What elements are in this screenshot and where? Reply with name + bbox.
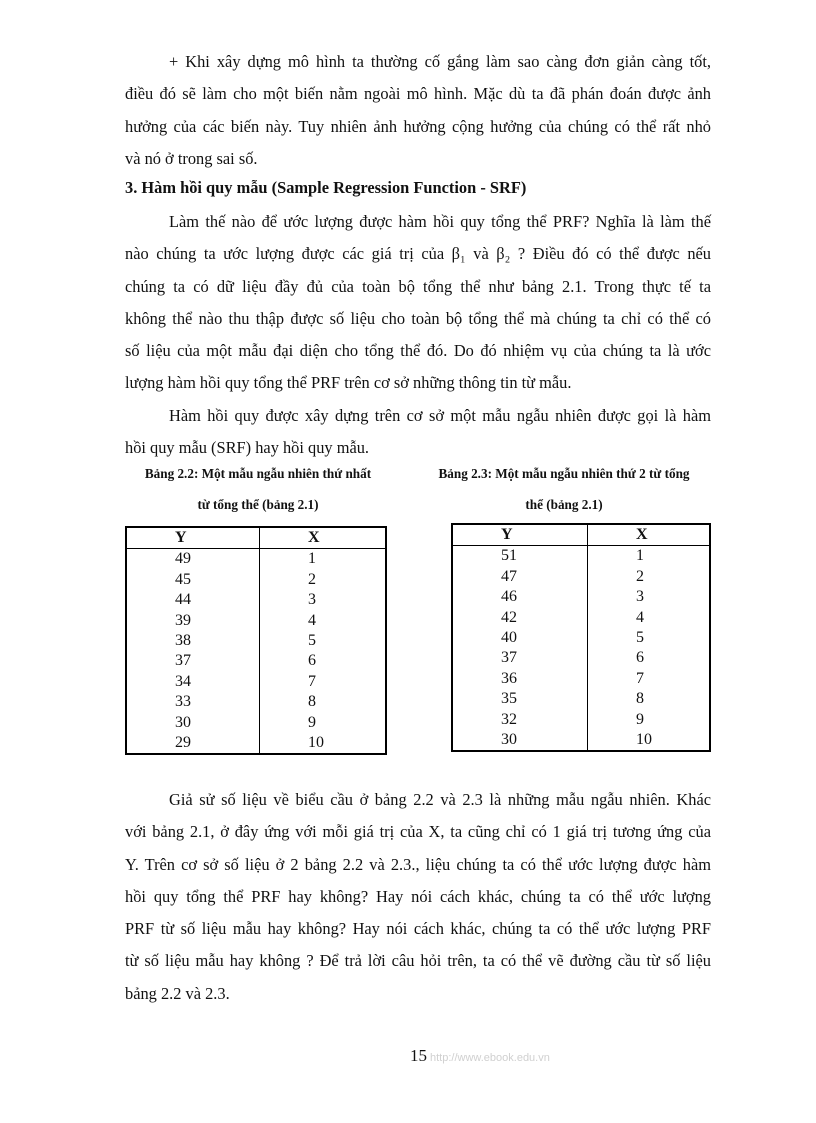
table-row (452, 608, 710, 628)
table-row (126, 733, 386, 754)
cell-y: 37 (126, 651, 260, 671)
section-heading: 3. Hàm hồi quy mẫu (Sample Regression Function - SRF) (125, 178, 527, 197)
table-row (452, 710, 710, 730)
text-line: hồi quy mẫu (SRF) hay hồi quy mẫu. (125, 438, 370, 458)
text-line: PRF từ số liệu mẫu hay không? Hay nói cách khác, chúng ta có thể ước lượng PRF (125, 919, 711, 939)
column-header-y: Y (452, 524, 588, 546)
text-line: bảng 2.2 và 2.3. (125, 983, 230, 1003)
text-line: số liệu của một mẫu đại diện cho tổng thể đó. Do đó nhiệm vụ của chúng ta là ước (125, 341, 711, 361)
caption-line: Bảng 2.2: Một mẫu ngẫu nhiên thứ nhất (144, 466, 372, 481)
cell-x: 7 (636, 669, 644, 687)
table-row (126, 631, 386, 651)
text-line: Giả sử số liệu về biểu cầu ở bảng 2.2 và 2.3 là những mẫu ngẫu nhiên. Khác (169, 790, 711, 809)
cell-y: 44 (126, 590, 260, 610)
table-row (452, 669, 710, 689)
table-row (452, 730, 710, 751)
cell-x: 4 (308, 611, 316, 629)
cell-y: 42 (452, 608, 588, 628)
table-row (126, 570, 386, 590)
cell-y: 39 (126, 611, 260, 631)
cell-x: 8 (308, 693, 316, 711)
cell-x: 2 (636, 567, 644, 585)
text-line: từ số liệu mẫu hay không ? Để trả lời câu hỏi trên, ta có thể vẽ đường cầu từ số liệu (125, 951, 711, 971)
cell-y: 34 (126, 672, 260, 692)
table-row (452, 587, 710, 607)
column-header-x: X (260, 527, 387, 549)
cell-x: 7 (308, 672, 316, 690)
caption-line: Bảng 2.3: Một mẫu ngẫu nhiên thứ 2 từ tổng (438, 466, 690, 481)
text-line: chúng ta có dữ liệu đầy đủ của toàn bộ tổng thể như bảng 2.1. Trong thực tế ta (125, 276, 711, 296)
column-header-y: Y (126, 527, 260, 549)
table-row (126, 590, 386, 610)
caption-line: thể (bảng 2.1) (525, 497, 603, 512)
table-body (452, 546, 710, 752)
cell-x: 4 (636, 608, 644, 626)
table-row (452, 567, 710, 587)
cell-y: 38 (126, 631, 260, 651)
table-body (126, 549, 386, 755)
table-header-row (126, 527, 386, 549)
footer-url: http://www.ebook.edu.vn (430, 1052, 550, 1064)
text-line: hưởng của các biến này. Tuy nhiên ảnh hưởng cộng hưởng của chúng có thể rất nhỏ (125, 116, 711, 136)
table-row (452, 689, 710, 709)
cell-y: 49 (126, 549, 260, 570)
caption-line: từ tổng thể (bảng 2.1) (197, 497, 319, 512)
cell-x: 1 (636, 547, 644, 565)
cell-x: 9 (308, 713, 316, 731)
text-line: Hàm hồi quy được xây dựng trên cơ sở một mẫu ngẫu nhiên được gọi là hàm (169, 406, 711, 425)
cell-x: 8 (636, 690, 644, 708)
table-caption-2-2 (118, 458, 398, 520)
paragraph-srf-definition (125, 400, 711, 465)
cell-y: 33 (126, 692, 260, 712)
table-row (126, 549, 386, 570)
cell-y: 47 (452, 567, 588, 587)
cell-y: 51 (452, 546, 588, 567)
text-line: lượng hàm hồi quy tổng thể PRF trên cơ sở những thông tin từ mẫu. (125, 373, 572, 393)
text-line: hồi quy tổng thể PRF hay không? Hay nói cách khác, chúng ta có thể ước lượng (125, 886, 711, 906)
cell-y: 46 (452, 587, 588, 607)
table-row (126, 611, 386, 631)
text-line: nào chúng ta ước lượng được các giá trị của β₁ và β₂ ? Điều đó có thể được nếu (125, 244, 711, 264)
cell-y: 35 (452, 689, 588, 709)
cell-x: 10 (636, 731, 652, 749)
cell-x: 6 (636, 649, 644, 667)
cell-y: 36 (452, 669, 588, 689)
text-line: không thể nào thu thập được số liệu cho toàn bộ tổng thể mà chúng ta chỉ có thể có (125, 308, 711, 328)
cell-x: 3 (308, 591, 316, 609)
cell-x: 2 (308, 570, 316, 588)
sample-table-2 (451, 523, 711, 752)
table-row (452, 648, 710, 668)
cell-x: 6 (308, 652, 316, 670)
table-row (452, 628, 710, 648)
paragraph-srf-intro (125, 206, 711, 400)
text-line: và nó ở trong sai số. (125, 148, 258, 168)
cell-y: 40 (452, 628, 588, 648)
cell-x: 9 (636, 710, 644, 728)
text-line: điều đó sẽ làm cho một biến nằm ngoài mô hình. Mặc dù ta đã phán đoán được ảnh (125, 84, 711, 104)
text-line: Y. Trên cơ sở số liệu ở 2 bảng 2.2 và 2.3., liệu chúng ta có thể ước lượng được hàm (125, 854, 711, 874)
table-header-row (452, 524, 710, 546)
paragraph-model-simplicity (125, 46, 711, 175)
sample-table-1 (125, 526, 387, 755)
cell-x: 5 (308, 632, 316, 650)
cell-x: 1 (308, 550, 316, 568)
table-row (126, 692, 386, 712)
table-row (126, 672, 386, 692)
cell-x: 10 (308, 734, 324, 752)
cell-y: 45 (126, 570, 260, 590)
paragraph-sample-discussion (125, 784, 711, 1010)
text-line: + Khi xây dựng mô hình ta thường cố gắng làm sao càng đơn giản càng tốt, (169, 52, 711, 71)
text-line: với bảng 2.1, ở đây ứng với mỗi giá trị của X, ta cũng chỉ có 1 giá trị tương ứng của (125, 822, 711, 842)
cell-x: 5 (636, 629, 644, 647)
cell-x: 3 (636, 588, 644, 606)
table-row (126, 651, 386, 671)
cell-y: 37 (452, 648, 588, 668)
column-header-x: X (588, 524, 711, 546)
page-number: 15 (410, 1046, 427, 1065)
table-row (452, 546, 710, 567)
table-row (126, 713, 386, 733)
cell-y: 30 (126, 713, 260, 733)
cell-y: 32 (452, 710, 588, 730)
cell-y: 30 (452, 730, 588, 751)
text-line: Làm thế nào để ước lượng được hàm hồi quy tổng thể PRF? Nghĩa là làm thế (169, 212, 711, 231)
table-caption-2-3 (418, 458, 710, 520)
cell-y: 29 (126, 733, 260, 754)
